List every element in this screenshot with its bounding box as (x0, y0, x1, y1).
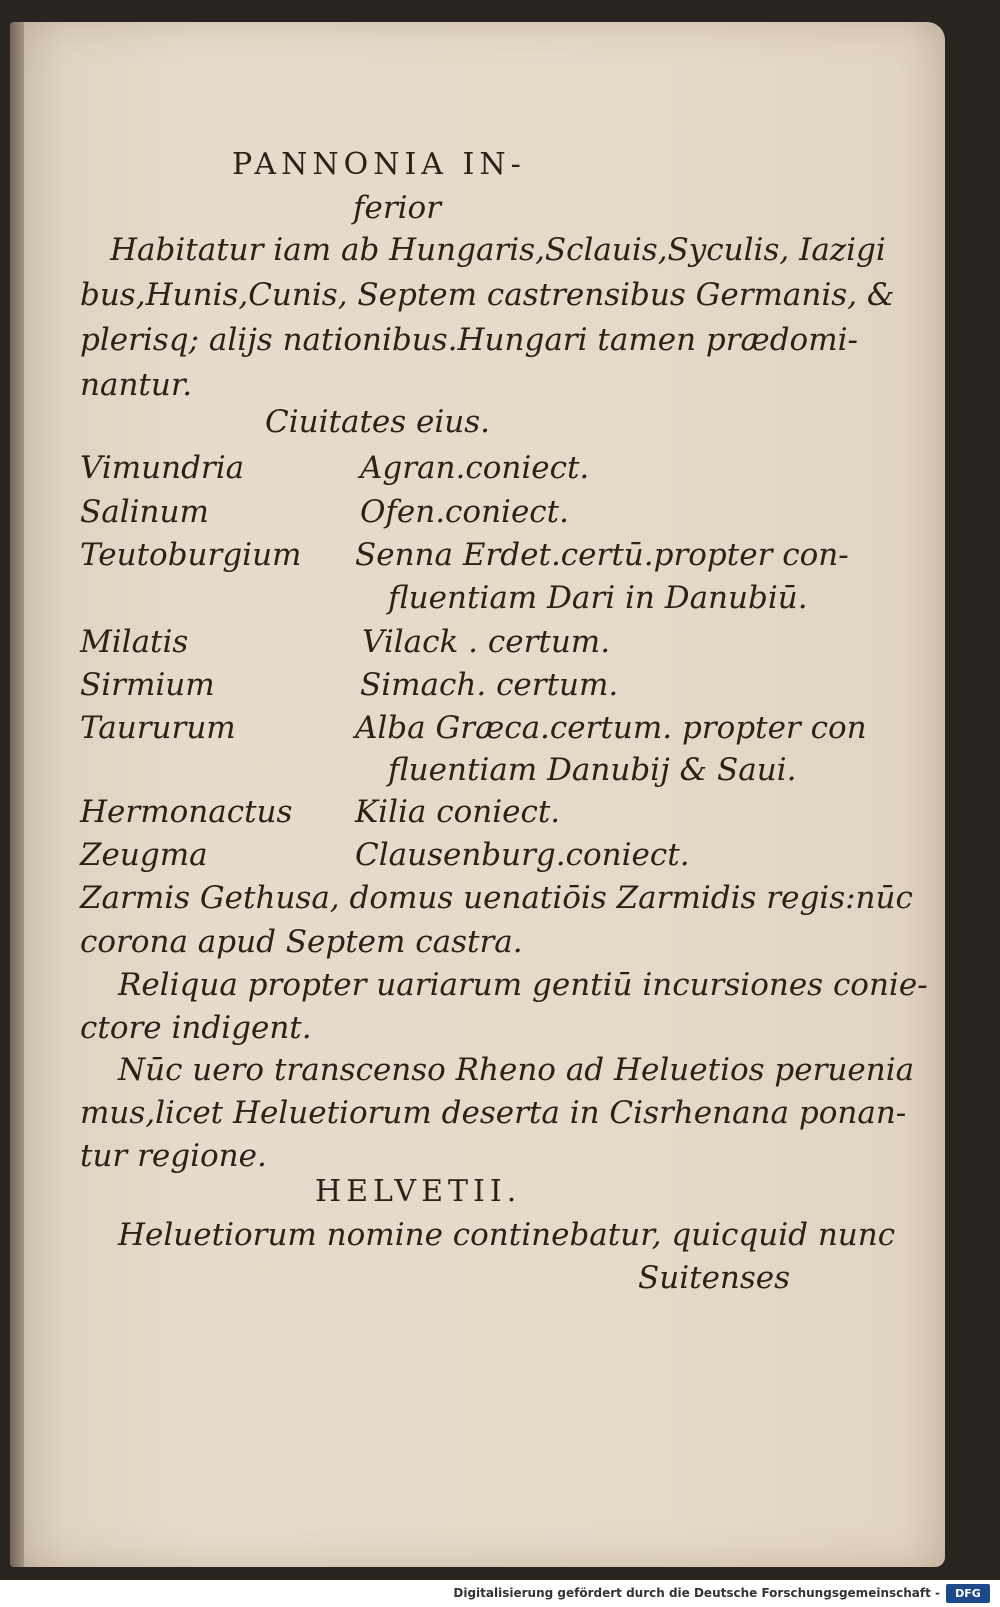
city-name: Taururum (80, 710, 236, 746)
section-heading: HELVETII. (315, 1174, 522, 1209)
city-name: Zeugma (80, 837, 208, 873)
paragraph-line: Nūc uero transcenso Rheno ad Heluetios peruenia (118, 1052, 915, 1088)
paragraph-line: ctore indigent. (80, 1010, 312, 1046)
book-page (10, 22, 945, 1567)
city-modern-name: Clausenburg.coniect. (355, 837, 690, 873)
city-modern-continuation: fluentiam Danubij & Saui. (388, 752, 797, 788)
city-modern-name: Vilack . certum. (362, 624, 611, 660)
paragraph-line: Habitatur iam ab Hungaris,Sclauis,Syculis, Iazigi (110, 232, 886, 268)
city-name: Sirmium (80, 667, 215, 703)
city-modern-name: Agran.coniect. (360, 450, 590, 486)
paragraph-line: Zarmis Gethusa, domus uenatiōis Zarmidis regis:nūc (80, 880, 913, 916)
civitates-heading: Ciuitates eius. (265, 404, 491, 440)
city-name: Milatis (80, 624, 189, 660)
paragraph-line: mus,licet Heluetiorum deserta in Cisrhenana ponan- (80, 1095, 907, 1131)
footer-bar (0, 1581, 1000, 1607)
city-name: Salinum (80, 494, 209, 530)
city-modern-name: Ofen.coniect. (360, 494, 569, 530)
footer-credit: Digitalisierung gefördert durch die Deutsche Forschungsgemeinschaft - (453, 1586, 940, 1600)
catchword: Suitenses (638, 1260, 791, 1296)
city-modern-name: Kilia coniect. (355, 794, 561, 830)
paragraph-line: tur regione. (80, 1138, 267, 1174)
paragraph-line: bus,Hunis,Cunis, Septem castrensibus Germanis, & (80, 277, 895, 313)
dfg-logo: DFG (946, 1584, 990, 1603)
city-modern-continuation: fluentiam Dari in Danubiū. (388, 580, 808, 616)
city-name: Vimundria (80, 450, 245, 486)
city-name: Hermonactus (80, 794, 293, 830)
page-heading: PANNONIA IN- (232, 147, 526, 182)
paragraph-line: Reliqua propter uariarum gentiū incursiones conie- (118, 967, 928, 1003)
page-spine-shadow (10, 22, 24, 1567)
paragraph-line: plerisq; alijs nationibus.Hungari tamen prædomi- (80, 322, 858, 358)
paragraph-line: corona apud Septem castra. (80, 924, 523, 960)
city-modern-name: Senna Erdet.certū.propter con- (355, 537, 849, 573)
paragraph-line: nantur. (80, 367, 193, 403)
city-modern-name: Simach. certum. (360, 667, 619, 703)
page-heading-continuation: ferior (353, 190, 442, 226)
city-modern-name: Alba Græca.certum. propter con (355, 710, 867, 746)
city-name: Teutoburgium (80, 537, 302, 573)
paragraph-line: Heluetiorum nomine continebatur, quicquid nunc (118, 1217, 896, 1253)
